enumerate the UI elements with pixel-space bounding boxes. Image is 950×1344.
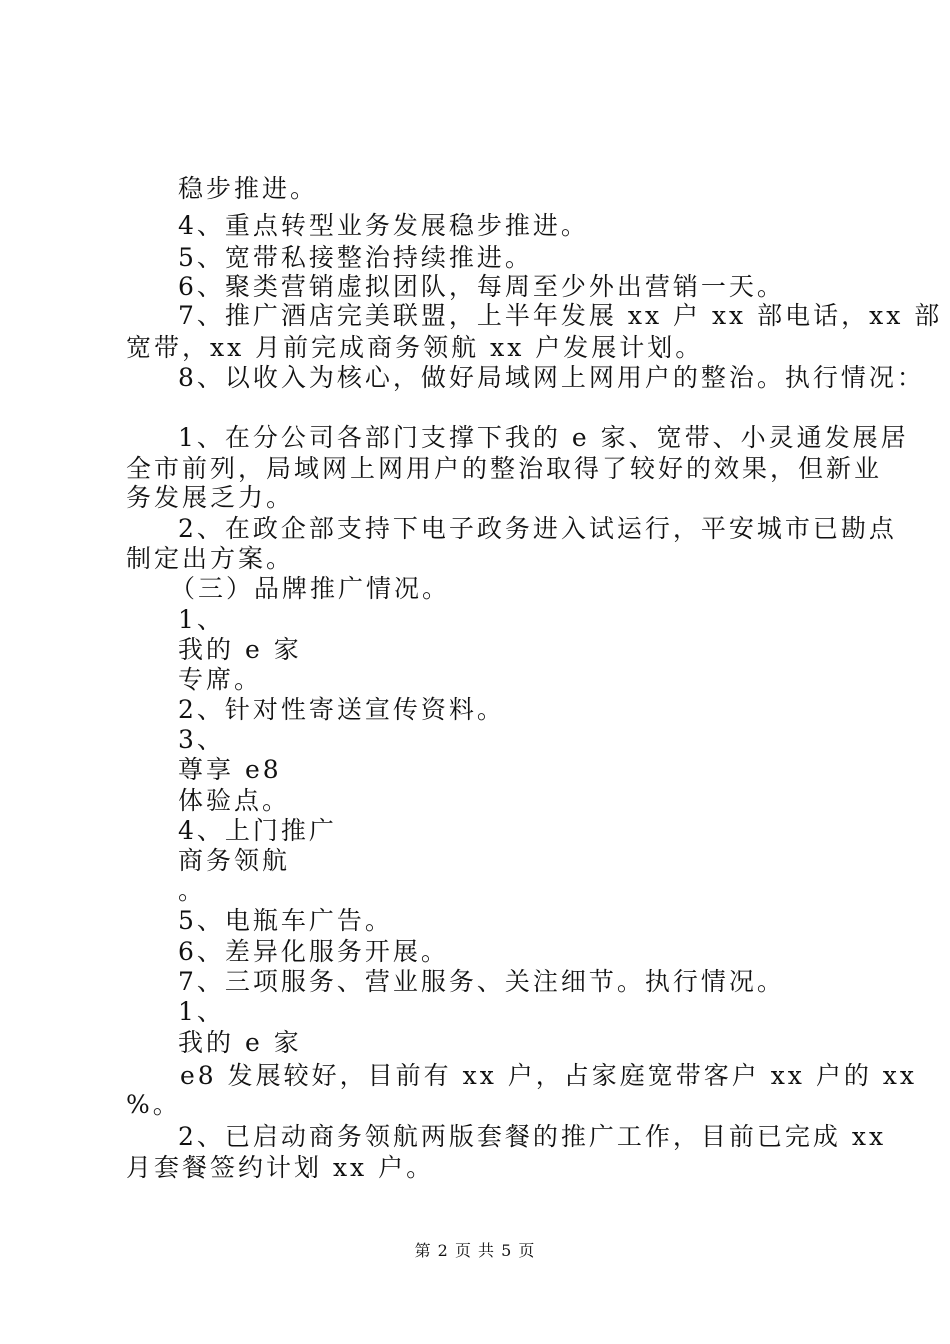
text-line: %。 [126, 1090, 181, 1119]
text-line: 8、以收入为核心，做好局域网上网用户的整治。执行情况： [178, 363, 925, 392]
text-line: 3、 [178, 725, 225, 754]
text-line: 4、重点转型业务发展稳步推进。 [178, 211, 589, 240]
text-line: 月套餐签约计划 xx 户。 [126, 1153, 435, 1182]
text-line: 我的 e 家 [178, 635, 302, 664]
text-line: 我的 e 家 [178, 1028, 302, 1057]
text-line: 5、电瓶车广告。 [178, 906, 393, 935]
text-line: 6、聚类营销虚拟团队，每周至少外出营销一天。 [178, 272, 785, 301]
text-line: 2、针对性寄送宣传资料。 [178, 695, 505, 724]
text-line: 5、宽带私接整治持续推进。 [178, 243, 533, 272]
text-line: 2、已启动商务领航两版套餐的推广工作，目前已完成 xx [178, 1122, 887, 1151]
text-line: 务发展乏力。 [126, 483, 295, 512]
text-line: 制定出方案。 [126, 544, 295, 573]
text-line: 7、推广酒店完美联盟，上半年发展 xx 户 xx 部电话，xx 部 [178, 301, 943, 330]
text-line: 体验点。 [178, 786, 291, 815]
text-line: 尊享 e8 [178, 755, 282, 784]
text-line: 全市前列，局域网上网用户的整治取得了较好的效果，但新业 [126, 454, 883, 483]
page-number-footer: 第 2 页 共 5 页 [414, 1241, 536, 1260]
text-line: 6、差异化服务开展。 [178, 937, 449, 966]
text-line: 。 [178, 876, 207, 905]
text-line: 1、 [178, 997, 225, 1026]
text-line: 1、 [178, 605, 225, 634]
text-line: 商务领航 [178, 846, 291, 875]
text-line: 4、上门推广 [178, 816, 337, 845]
text-line: e8 发展较好，目前有 xx 户，占家庭宽带客户 xx 户的 xx [180, 1061, 917, 1090]
text-line: 7、三项服务、营业服务、关注细节。执行情况。 [178, 967, 785, 996]
text-line: 专席。 [178, 665, 263, 694]
text-line: 宽带，xx 月前完成商务领航 xx 户发展计划。 [126, 333, 704, 362]
text-line: 2、在政企部支持下电子政务进入试运行，平安城市已勘点 [178, 514, 897, 543]
text-line: 稳步推进。 [178, 174, 319, 203]
section-heading: （三）品牌推广情况。 [170, 574, 451, 603]
text-line: 1、在分公司各部门支撑下我的 e 家、宽带、小灵通发展居 [178, 423, 909, 452]
